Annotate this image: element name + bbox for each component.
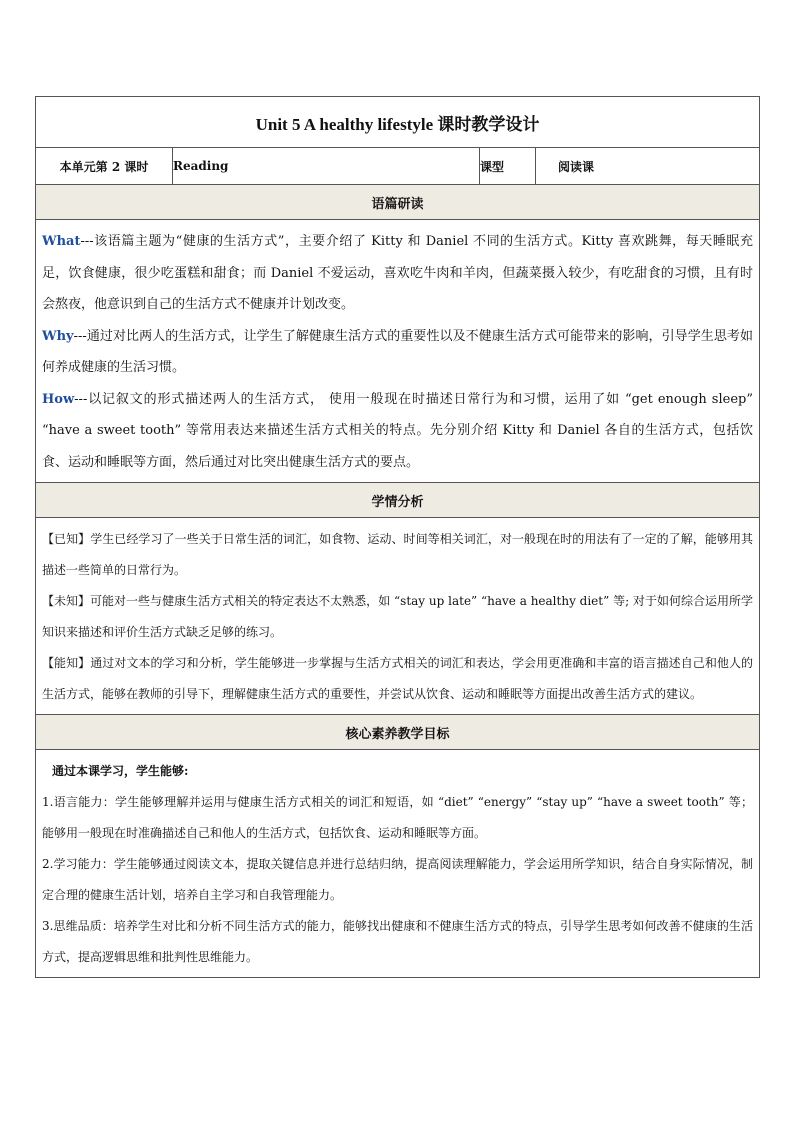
how-text: ---以记叙文的形式描述两人的生活方式， 使用一般现在时描述日常行为和习惯，运用了如 “get enough sleep” “have a sweet tooth” 等常用表达来描述生活方式相关的特点。先分别介绍 Kitty 和 Daniel 各自的生活方式，包括饮食、运动和睡眠等方面，然后通过对比突出健康生活方式的要点。: [42, 391, 753, 470]
known-paragraph: 【已知】学生已经学习了一些关于日常生活的词汇，如食物、运动、时间等相关词汇，对一般现在时的用法有了一定的了解，能够用其描述一些简单的日常行为。: [42, 532, 753, 577]
lesson-plan: [35, 96, 759, 978]
section-text-analysis: 语篇研读: [36, 185, 760, 220]
what-paragraph: [42, 226, 753, 321]
lesson-name: Reading: [173, 148, 480, 185]
what-text: ---该语篇主题为“健康的生活方式”，主要介绍了 Kitty 和 Daniel 不同的生活方式。Kitty 喜欢跳舞，每天睡眠充足，饮食健康，很少吃蛋糕和甜食；而 Daniel 不爱运动，喜欢吃牛肉和羊肉，但蔬菜摄入较少，有吃甜食的习惯，且有时会熬夜，他意识到自己的生活方式不健康并计划改变。: [42, 234, 753, 312]
lesson-type-label: 课型: [480, 148, 536, 185]
objectives-intro: 通过本课学习，学生能够:: [52, 764, 189, 778]
objective-language: 1.语言能力：学生能够理解并运用与健康生活方式相关的词汇和短语，如 “diet” “energy” “stay up” “have a sweet tooth” 等；能够用一般现在时准确描述自己和他人的生活方式，包括饮食、运动和睡眠等方面。: [42, 795, 753, 840]
lesson-plan-table: [35, 96, 760, 978]
document-title: Unit 5 A healthy lifestyle 课时教学设计: [36, 97, 760, 148]
text-analysis-content: [36, 220, 760, 483]
unknown-paragraph: 【未知】可能对一些与健康生活方式相关的特定表达不太熟悉，如 “stay up late” “have a healthy diet” 等; 对于如何综合运用所学知识来描述和评价生活方式缺乏足够的练习。: [42, 594, 753, 639]
how-label: How: [42, 391, 75, 407]
objective-learning: 2.学习能力：学生能够通过阅读文本，提取关键信息并进行总结归纳，提高阅读理解能力，学会运用所学知识，结合自身实际情况，制定合理的健康生活计划，培养自主学习和自我管理能力。: [42, 857, 753, 902]
able-paragraph: 【能知】通过对文本的学习和分析，学生能够进一步掌握与生活方式相关的词汇和表达，学会用更准确和丰富的语言描述自己和他人的生活方式，能够在教师的引导下，理解健康生活方式的重要性，并尝试从饮食、运动和睡眠等方面提出改善生活方式的建议。: [42, 656, 753, 701]
lesson-number: 本单元第 2 课时: [36, 148, 173, 185]
objectives-content: [36, 750, 760, 978]
why-paragraph: [42, 321, 753, 384]
lesson-type-value: 阅读课: [536, 148, 760, 185]
learner-analysis-content: [36, 518, 760, 715]
why-text: ---通过对比两人的生活方式，让学生了解健康生活方式的重要性以及不健康生活方式可能带来的影响，引导学生思考如何养成健康的生活习惯。: [42, 328, 753, 375]
why-label: Why: [42, 328, 74, 344]
section-objectives: 核心素养教学目标: [36, 715, 760, 750]
lesson-info-row: [36, 148, 760, 185]
objective-thinking: 3.思维品质：培养学生对比和分析不同生活方式的能力，能够找出健康和不健康生活方式的特点，引导学生思考如何改善不健康的生活方式，提高逻辑思维和批判性思维能力。: [42, 919, 753, 964]
how-paragraph: [42, 384, 753, 479]
section-learner-analysis: 学情分析: [36, 483, 760, 518]
what-label: What: [42, 234, 81, 249]
